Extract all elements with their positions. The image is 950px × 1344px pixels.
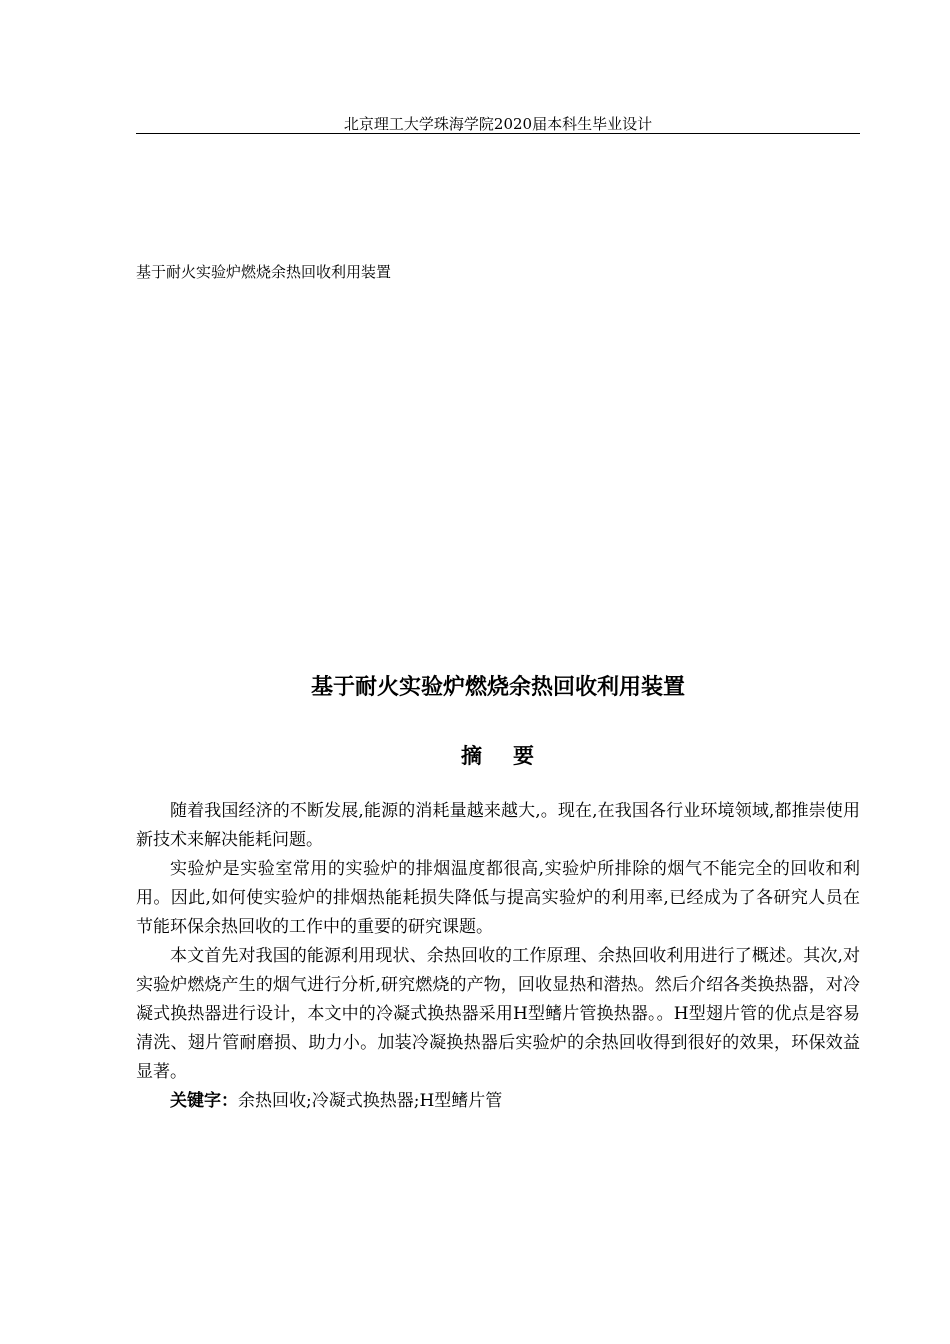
- page-header: 北京理工大学珠海学院2020届本科生毕业设计: [343, 115, 653, 133]
- abstract-paragraph-3: 本文首先对我国的能源利用现状、余热回收的工作原理、余热回收利用进行了概述。其次,对实验炉燃烧产生的烟气进行分析,研究燃烧的产物，回收显热和潜热。然后介绍各类换热器，对冷凝式换热器进行设计，本文中的冷凝式换热器采用H型鳍片管换热器。。H型翅片管的优点是容易清洗、翅片管耐磨损、助力小。加装冷凝换热器后实验炉的余热回收得到很好的效果，环保效益显著。: [136, 946, 860, 1082]
- abstract-heading-part1: 摘: [461, 744, 483, 768]
- keywords-label: 关键字：: [170, 1091, 238, 1111]
- header-rule: [136, 133, 860, 134]
- abstract-paragraph-1: 随着我国经济的不断发展,能源的消耗量越来越大,。现在,在我国各行业环境领域,都推崇使用新技术来解决能耗问题。: [136, 801, 860, 850]
- cover-title: 基于耐火实验炉燃烧余热回收利用装置: [136, 263, 392, 281]
- keywords-line: [136, 1087, 860, 1116]
- abstract-heading-part2: 要: [513, 744, 535, 768]
- keywords-value: 余热回收;冷凝式换热器;H型鳍片管: [238, 1091, 503, 1111]
- thesis-title: 基于耐火实验炉燃烧余热回收利用装置: [310, 675, 685, 700]
- abstract-heading: [136, 741, 860, 771]
- abstract-body: [136, 797, 860, 1116]
- abstract-paragraph-2: 实验炉是实验室常用的实验炉的排烟温度都很高,实验炉所排除的烟气不能完全的回收和利用。因此,如何使实验炉的排烟热能耗损失降低与提高实验炉的利用率,已经成为了各研究人员在节能环保余热回收的工作中的重要的研究课题。: [136, 859, 860, 937]
